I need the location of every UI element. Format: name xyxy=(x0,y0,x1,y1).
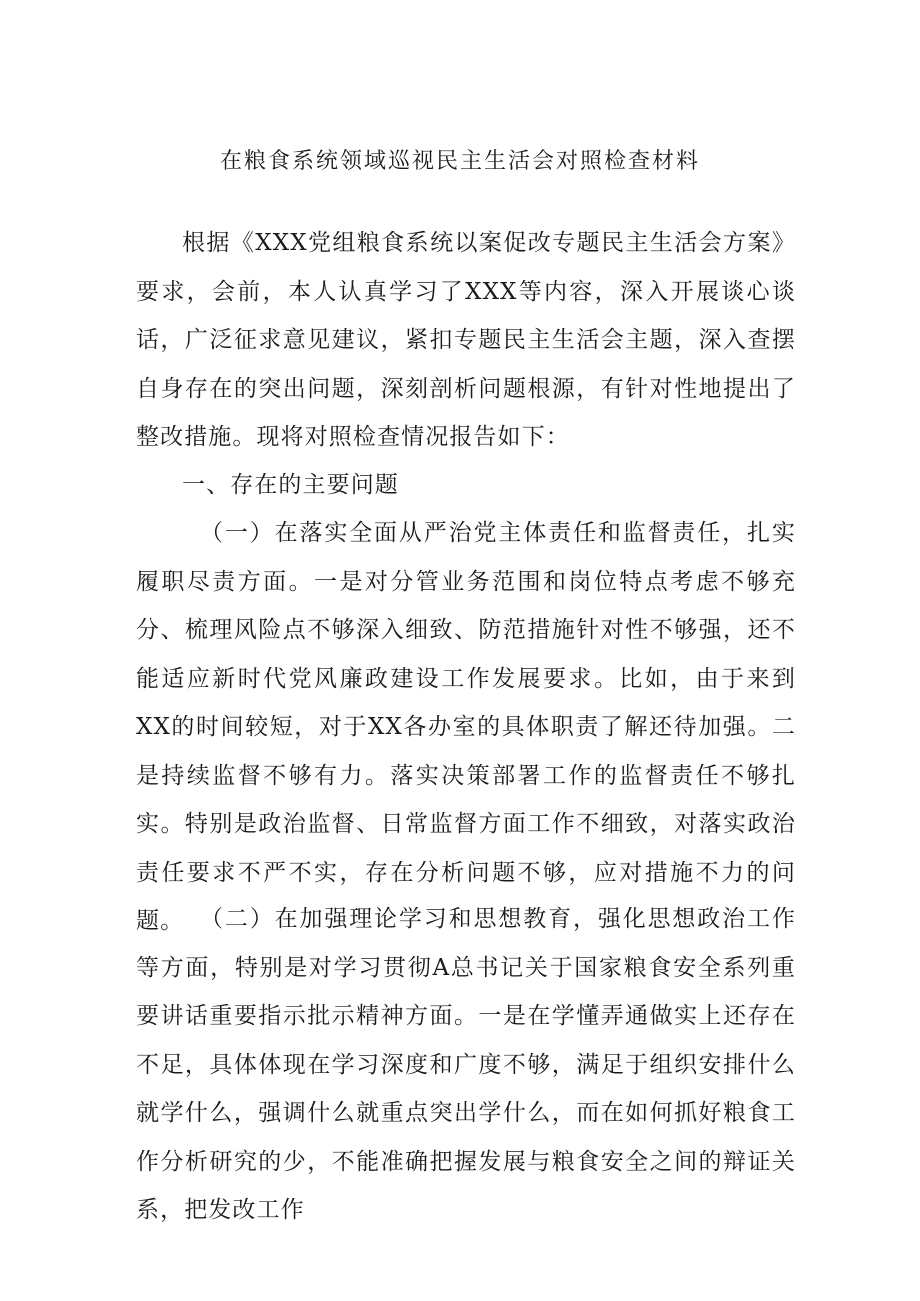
section-heading-main-problems: 一、存在的主要问题 xyxy=(182,472,399,498)
document-title: 在粮食系统领域巡视民主生活会对照检查材料 xyxy=(219,149,700,174)
intro-paragraph: 根据《XXX党组粮食系统以案促改专题民主生活会方案》要求，会前，本人认真学习了XXX等内容，深入开展谈心谈话，广泛征求意见建议，紧扣专题民主生活会主题，深入查摆自身存在的突出问题，深刻剖析问题根源，有针对性地提出了整改措施。现将对照检查情况报告如下： xyxy=(136,230,796,450)
subsection-1-paragraph: （一）在落实全面从严治党主体责任和监督责任，扎实履职尽责方面。一是对分管业务范围和岗位特点考虑不够充分、梳理风险点不够深入细致、防范措施针对性不够强，还不能适应新时代党风廉政建设工作发展要求。比如，由于来到XX的时间较短，对于XX各办室的具体职责了解还待加强。二是持续监督不够有力。落实决策部署工作的监督责任不够扎实。特别是政治监督、日常监督方面工作不细致，对落实政治责任要求不严不实，存在分析问题不够，应对措施不力的问题。 xyxy=(136,520,796,934)
subsection-2-paragraph: （二）在加强理论学习和思想教育，强化思想政治工作等方面，特别是对学习贯彻A总书记关于国家粮食安全系列重要讲话重要指示批示精神方面。一是在学懂弄通做实上还存在不足，具体体现在学习深度和广度不够，满足于组织安排什么就学什么，强调什么就重点突出学什么，而在如何抓好粮食工作分析研究的少，不能准确把握发展与粮食安全之间的辩证关系，把发改工作 xyxy=(136,906,796,1223)
